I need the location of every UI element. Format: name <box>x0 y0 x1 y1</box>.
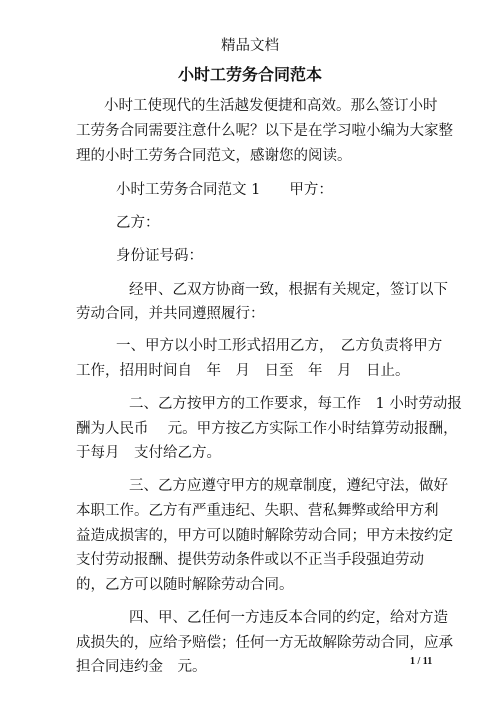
body-line: 担合同违约金 元。 <box>76 659 207 675</box>
page-number: 1 / 11 <box>410 656 433 667</box>
id-number-label: 身份证号码： <box>116 248 203 264</box>
clause-one-line: 一、甲方以小时工形式招用乙方， 乙方负责将甲方 <box>116 338 443 354</box>
document-title: 小时工劳务合同范本 <box>177 65 322 84</box>
header-label: 精品文档 <box>221 38 279 54</box>
body-line: 酬为人民币 元。甲方按乙方实际工作小时结算劳动报酬， <box>76 421 458 437</box>
body-line: 工作，招用时间自 年 月 日至 年 月 日止。 <box>76 363 410 379</box>
clause-two-line: 二、乙方按甲方的工作要求，每工作 1 小时劳动报 <box>129 396 462 412</box>
clause-four-line: 四、甲、乙任何一方违反本合同的约定，给对方造 <box>129 610 448 626</box>
body-line: 支付劳动报酬、提供劳动条件或以不正当手段强迫劳动 <box>76 552 424 568</box>
body-line: 经甲、乙双方协商一致，根据有关规定，签订以下 <box>129 282 448 298</box>
body-line: 成损失的，应给予赔偿；任何一方无故解除劳动合同，应承 <box>76 635 453 651</box>
body-line: 益造成损害的，甲方可以随时解除劳动合同；甲方未按约定 <box>76 528 453 544</box>
body-line: 理的小时工劳务合同范文，感谢您的阅读。 <box>76 148 352 164</box>
body-line: 工劳务合同需要注意什么呢？以下是在学习啦小编为大家整 <box>76 123 453 139</box>
body-line: 于每月 支付给乙方。 <box>76 445 221 461</box>
section-heading-line: 小时工劳务合同范文 1 甲方： <box>116 182 333 198</box>
body-line: 的，乙方可以随时解除劳动合同。 <box>76 577 294 593</box>
body-line: 小时工使现代的生活越发便捷和高效。那么签订小时 <box>104 98 438 114</box>
party-b-label: 乙方： <box>116 215 160 231</box>
body-line: 劳动合同，并共同遵照履行： <box>76 306 265 322</box>
body-line: 本职工作。乙方有严重违纪、失职、营私舞弊或给甲方利 <box>76 503 439 519</box>
clause-three-line: 三、乙方应遵守甲方的规章制度，遵纪守法，做好 <box>129 478 448 494</box>
